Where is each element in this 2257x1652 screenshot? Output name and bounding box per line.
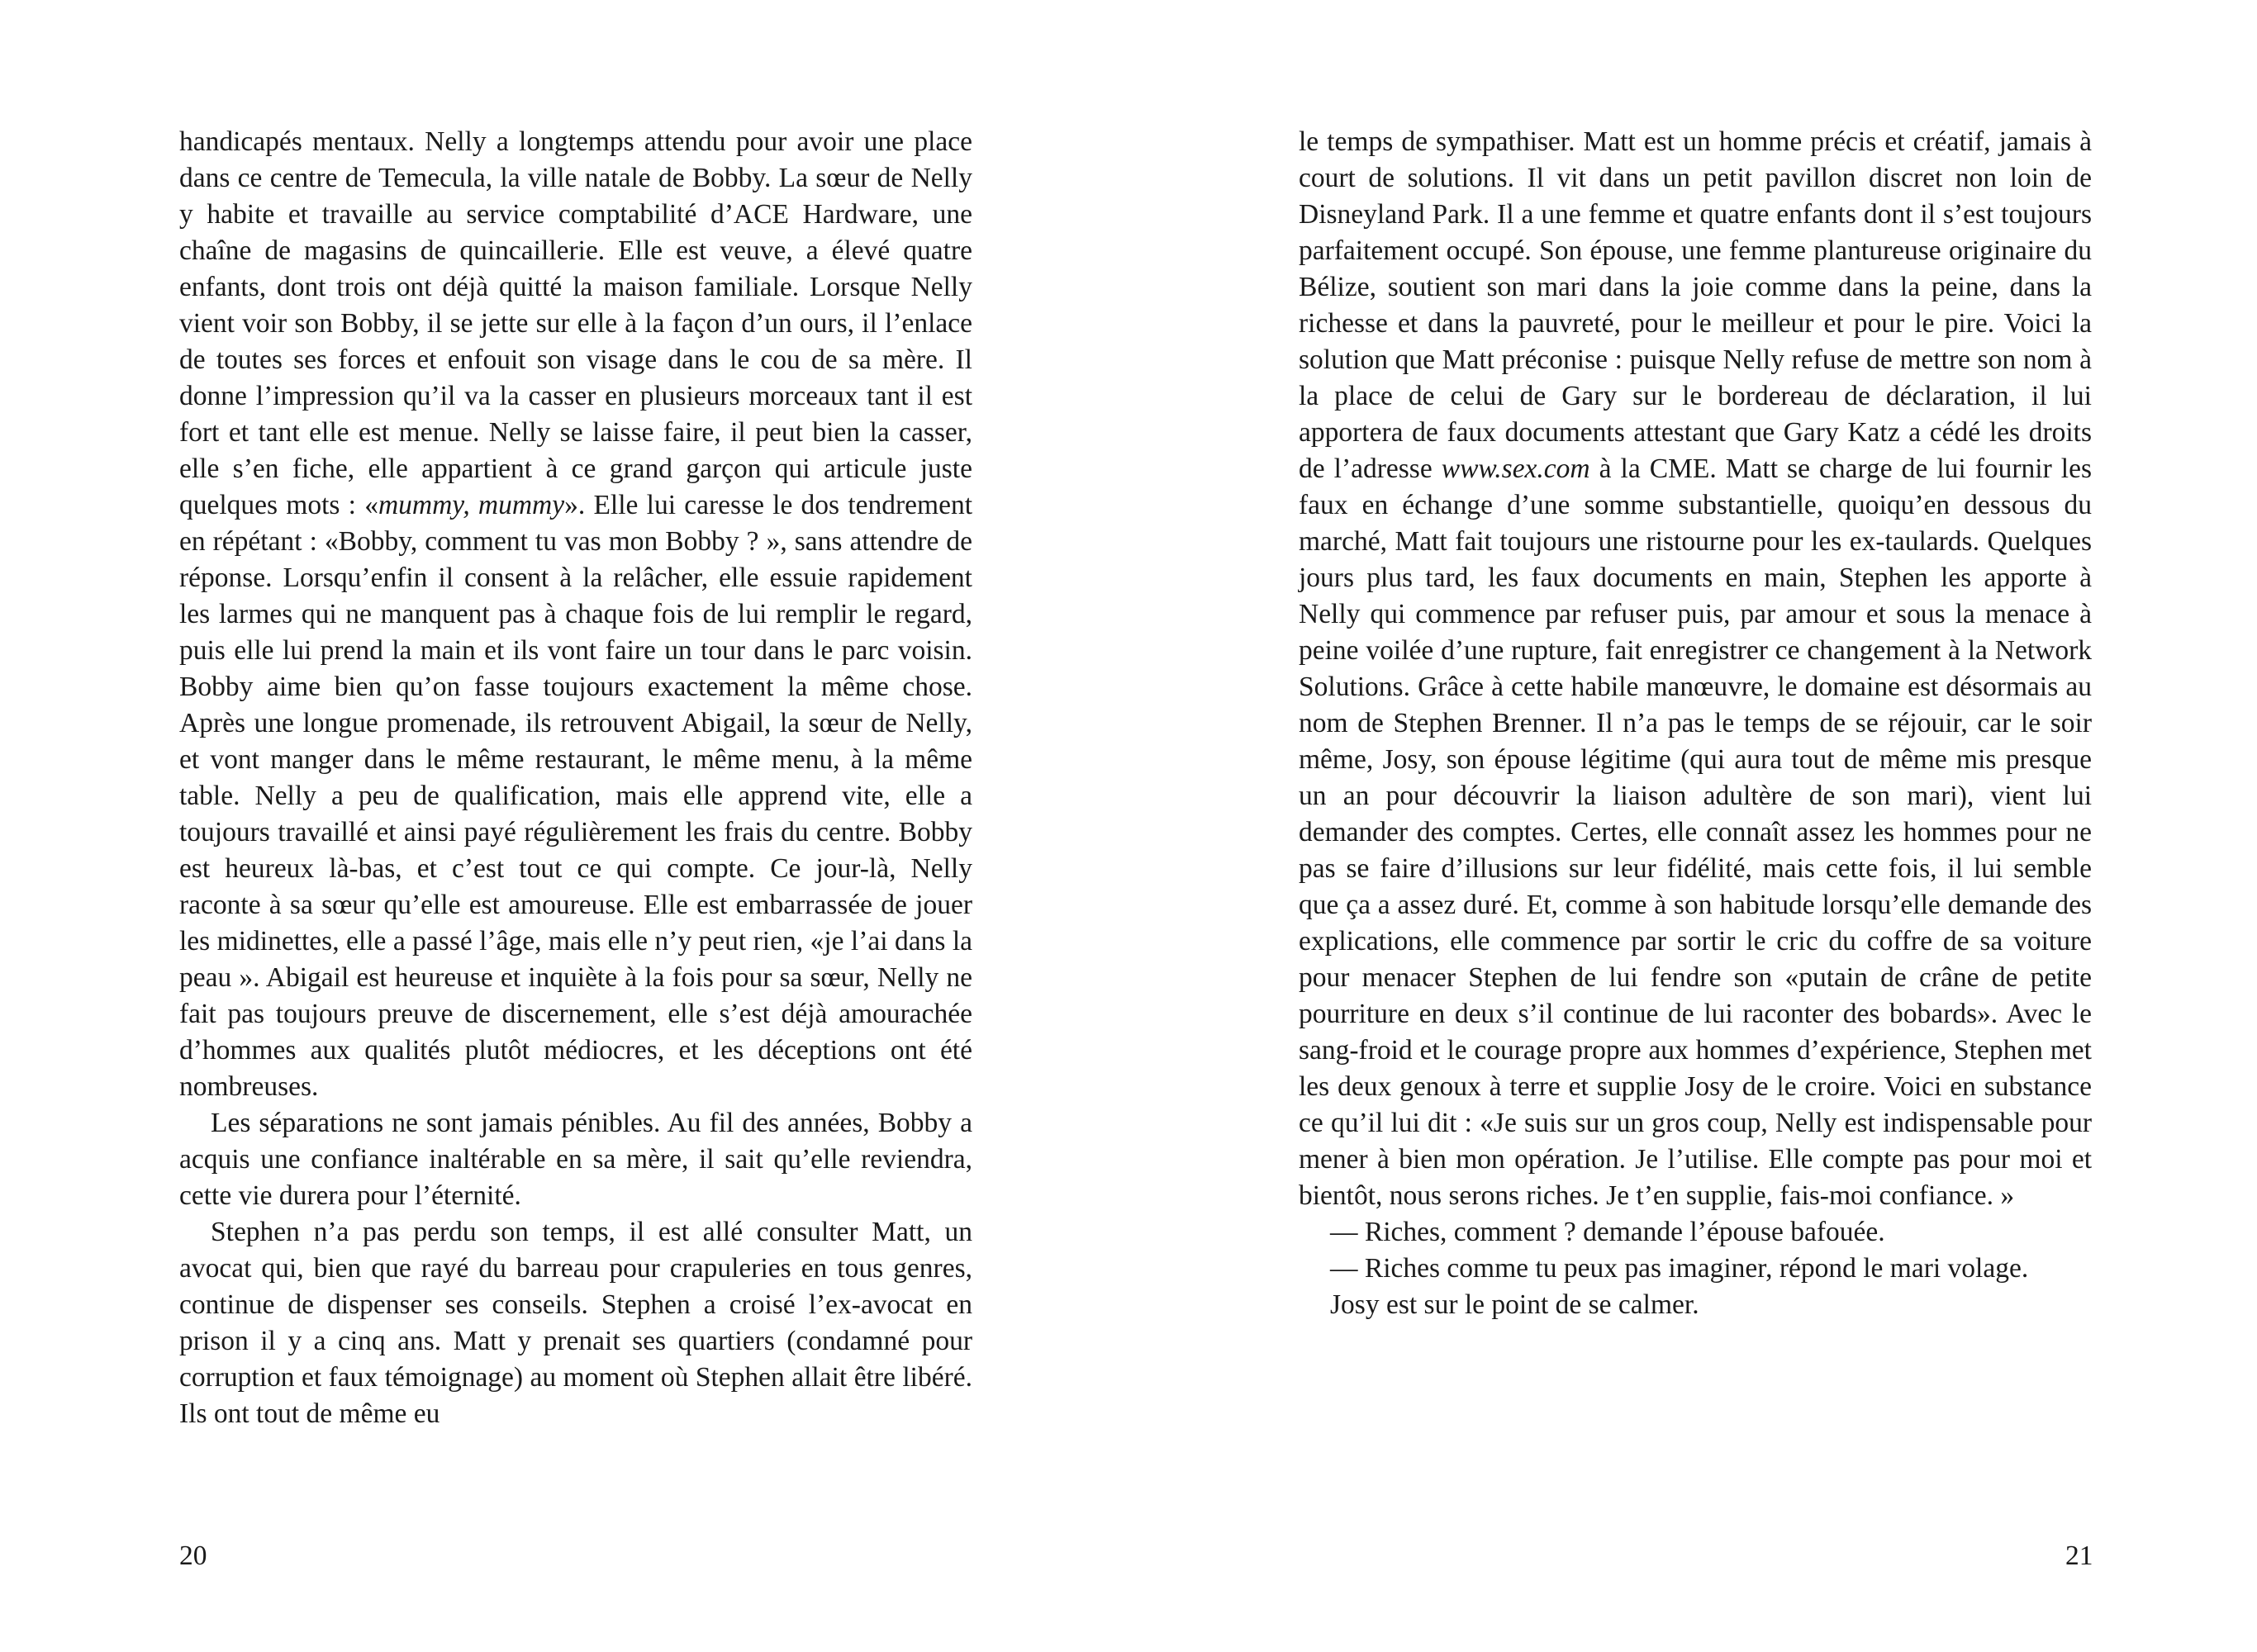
- paragraph: [1299, 1214, 2092, 1251]
- text-run: — Riches, comment ? demande l’épouse bafouée.: [1330, 1217, 1885, 1247]
- text-run: à la CME. Matt se charge de lui fournir les faux en échange d’une somme substantielle, quoiqu’en dessous du marché, Matt fait toujours une ristourne pour les ex-taulards. Quelques jours plus tard, les faux documents en main, Stephen les apporte à Nelly qui commence par refuser puis, par amour et sous la menace à peine voilée d’une rupture, fait enregistrer ce changement à la Network Solutions. Grâce à cette habile manœuvre, le domaine est désormais au nom de Stephen Brenner. Il n’a pas le temps de se réjouir, car le soir même, Josy, son épouse légitime (qui aura tout de même mis presque un an pour découvrir la liaison adultère de son mari), vient lui demander des comptes. Certes, elle connaît assez les hommes pour ne pas se faire d’illusions sur leur fidélité, mais cette fois, il lui semble que ça a assez duré. Et, comme à son habitude lorsqu’elle demande des explications, elle commence par sortir le cric du coffre de sa voiture pour menacer Stephen de lui fendre son «putain de crâne de petite pourriture en deux s’il continue de lui raconter des bobards». Avec le sang-froid et le courage propre aux hommes d’expérience, Stephen met les deux genoux à terre et supplie Josy de le croire. Voici en substance ce qu’il lui dit : «Je suis sur un gros coup, Nelly est indispensable pour mener à bien mon opération. Je l’utilise. Elle compte pas pour moi et bientôt, nous serons riches. Je t’en supplie, fais-moi confiance. »: [1299, 453, 2092, 1211]
- text-run: Les séparations ne sont jamais pénibles. Au fil des années, Bobby a acquis une confiance inaltérable en sa mère, il sait qu’elle reviendra, cette vie durera pour l’éternité.: [179, 1108, 972, 1211]
- right-page: [1299, 124, 2092, 1578]
- left-page: [179, 124, 972, 1578]
- right-page-number: 21: [2065, 1540, 2093, 1571]
- right-page-text: [1299, 124, 2092, 1323]
- text-run: le temps de sympathiser. Matt est un homme précis et créatif, jamais à court de solutions. Il vit dans un petit pavillon discret non loin de Disneyland Park. Il a une femme et quatre enfants dont il s’est toujours parfaitement occupé. Son épouse, une femme plantureuse originaire du Bélize, soutient son mari dans la joie comme dans la peine, dans la richesse et dans la pauvreté, pour le meilleur et pour le pire. Voici la solution que Matt préconise : puisque Nelly refuse de mettre son nom à la place de celui de Gary sur le bordereau de déclaration, il lui apportera de faux documents attestant que Gary Katz a cédé les droits de l’adresse: [1299, 126, 2092, 484]
- text-run: Stephen n’a pas perdu son temps, il est allé consulter Matt, un avocat qui, bien que rayé du barreau pour crapuleries en tous genres, continue de dispenser ses conseils. Stephen a croisé l’ex-avocat en prison il y a cinq ans. Matt y prenait ses quartiers (condamné pour corruption et faux témoignage) au moment où Stephen allait être libéré. Ils ont tout de même eu: [179, 1217, 972, 1429]
- text-run: handicapés mentaux. Nelly a longtemps attendu pour avoir une place dans ce centre de Temecula, la ville natale de Bobby. La sœur de Nelly y habite et travaille au service comptabilité d’ACE Hardware, une chaîne de magasins de quincaillerie. Elle est veuve, a élevé quatre enfants, dont trois ont déjà quitté la maison familiale. Lorsque Nelly vient voir son Bobby, il se jette sur elle à la façon d’un ours, il l’enlace de toutes ses forces et enfouit son visage dans le cou de sa mère. Il donne l’impression qu’il va la casser en plusieurs morceaux tant il est fort et tant elle est menue. Nelly se laisse faire, il peut bien la casser, elle s’en fiche, elle appartient à ce grand garçon qui articule juste quelques mots : «: [179, 126, 972, 520]
- paragraph: [1299, 1287, 2092, 1323]
- paragraph: [1299, 1251, 2092, 1287]
- text-run: ». Elle lui caresse le dos tendrement en répétant : «Bobby, comment tu vas mon Bobby ? », sans attendre de réponse. Lorsqu’enfin il consent à la relâcher, elle essuie rapidement les larmes qui ne manquent pas à chaque fois de lui remplir le regard, puis elle lui prend la main et ils vont faire un tour dans le parc voisin. Bobby aime bien qu’on fasse toujours exactement la même chose. Après une longue promenade, ils retrouvent Abigail, la sœur de Nelly, et vont manger dans le même restaurant, le même menu, à la même table. Nelly a peu de qualification, mais elle apprend vite, elle a toujours travaillé et ainsi payé régulièrement les frais du centre. Bobby est heureux là-bas, et c’est tout ce qui compte. Ce jour-là, Nelly raconte à sa sœur qu’elle est amoureuse. Elle est embarrassée de jouer les midinettes, elle a passé l’âge, mais elle n’y peut rien, «je l’ai dans la peau ». Abigail est heureuse et inquiète à la fois pour sa sœur, Nelly ne fait pas toujours preuve de discernement, elle s’est déjà amourachée d’hommes aux qualités plutôt médiocres, et les déceptions ont été nombreuses.: [179, 490, 973, 1102]
- italic-text: mummy, mummy: [378, 490, 565, 520]
- left-page-text: [179, 124, 972, 1432]
- left-page-number: 20: [179, 1540, 207, 1571]
- paragraph: [179, 1105, 972, 1214]
- italic-text: www.sex.com: [1441, 453, 1590, 484]
- paragraph: [179, 1214, 972, 1432]
- paragraph: [1299, 124, 2092, 1214]
- text-run: — Riches comme tu peux pas imaginer, répond le mari volage.: [1330, 1253, 2029, 1284]
- text-run: Josy est sur le point de se calmer.: [1330, 1289, 1699, 1320]
- paragraph: [179, 124, 972, 1105]
